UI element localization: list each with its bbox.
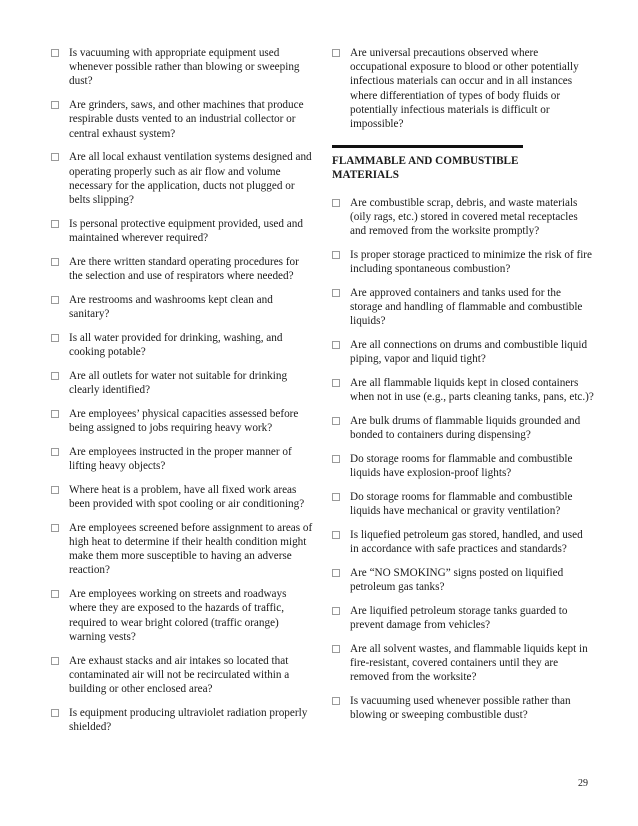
checklist-item-text: Is equipment producing ultraviolet radiation properly shielded? bbox=[69, 706, 308, 734]
checkbox[interactable] bbox=[332, 49, 340, 57]
checklist-item bbox=[51, 483, 313, 511]
checkbox[interactable] bbox=[51, 153, 59, 161]
checklist-item bbox=[332, 196, 594, 239]
checkbox[interactable] bbox=[51, 296, 59, 304]
checklist-item bbox=[332, 286, 594, 329]
checklist-item bbox=[51, 217, 313, 245]
checkbox[interactable] bbox=[51, 524, 59, 532]
checklist-item bbox=[332, 566, 594, 594]
checklist-item-text: Is liquefied petroleum gas stored, handled, and used in accordance with safe practices and standards? bbox=[350, 529, 583, 556]
checklist-item-text: Are all solvent wastes, and flammable liquids kept in fire-resistant, covered containers until they are removed from the worksite? bbox=[350, 643, 588, 684]
section-rule bbox=[332, 145, 523, 148]
checkbox[interactable] bbox=[332, 199, 340, 207]
checkbox[interactable] bbox=[332, 341, 340, 349]
checklist-item-text: Are employees working on streets and roadways where they are exposed to the hazards of traffic, required to wear bright colored (traffic orange) warning vests? bbox=[69, 588, 287, 643]
checklist-item bbox=[332, 694, 594, 722]
checklist-item-text: Are grinders, saws, and other machines that produce respirable dusts vented to an industrial collector or central exhaust system? bbox=[69, 99, 304, 140]
checklist-item-text: Are employees screened before assignment to areas of high heat to determine if their health condition might make them more susceptible to having an adverse reaction? bbox=[69, 521, 313, 577]
checkbox[interactable] bbox=[51, 709, 59, 717]
checkbox[interactable] bbox=[332, 379, 340, 387]
checklist-item-text: Are employees’ physical capacities assessed before being assigned to jobs requiring heavy work? bbox=[69, 407, 299, 435]
checklist-item-text: Is all water provided for drinking, washing, and cooking potable? bbox=[69, 331, 283, 359]
checklist-item-text: Is personal protective equipment provided, used and maintained wherever required? bbox=[69, 217, 303, 245]
checkbox[interactable] bbox=[51, 657, 59, 665]
checkbox[interactable] bbox=[332, 697, 340, 705]
checkbox[interactable] bbox=[332, 417, 340, 425]
checkbox[interactable] bbox=[51, 486, 59, 494]
checklist-item-text: Are all outlets for water not suitable for drinking clearly identified? bbox=[69, 369, 288, 397]
checkbox[interactable] bbox=[332, 531, 340, 539]
checklist-item-text: Are exhaust stacks and air intakes so located that contaminated air will not be recirculated within a building or other enclosed area? bbox=[69, 654, 290, 696]
checklist-item-text: Do storage rooms for flammable and combustible liquids have explosion-proof lights? bbox=[350, 453, 573, 480]
checklist-item bbox=[332, 46, 594, 131]
checkbox[interactable] bbox=[51, 372, 59, 380]
checklist-item bbox=[332, 490, 594, 518]
checklist-item-text: Are universal precautions observed where occupational exposure to blood or other potentially infectious materials can occur and in all instances where differentiation of types of body fluids or potentially infectious materials is difficult or impossible? bbox=[350, 47, 579, 131]
checklist-item-text: Are all local exhaust ventilation systems designed and operating properly such as air flow and volume necessary for the application, ducts not plugged or belts slipping? bbox=[69, 151, 312, 207]
checklist-item bbox=[332, 376, 594, 404]
checklist-item bbox=[51, 407, 313, 435]
checklist-item-text: Are “NO SMOKING” signs posted on liquified petroleum gas tanks? bbox=[350, 567, 564, 594]
checklist-item bbox=[51, 255, 313, 283]
checklist-item-text: Are bulk drums of flammable liquids grounded and bonded to containers during dispensing? bbox=[350, 415, 581, 442]
checklist-item bbox=[332, 414, 594, 442]
checklist-item-text: Are all flammable liquids kept in closed containers when not in use (e.g., parts cleaning tanks, pans, etc.)? bbox=[350, 377, 594, 404]
checklist-item-text: Do storage rooms for flammable and combustible liquids have mechanical or gravity ventilation? bbox=[350, 491, 573, 518]
right-column bbox=[332, 46, 594, 732]
checkbox[interactable] bbox=[51, 49, 59, 57]
checklist-item bbox=[332, 604, 594, 632]
checklist-item bbox=[51, 331, 313, 359]
checklist-item-text: Is vacuuming with appropriate equipment used whenever possible rather than blowing or sweeping dust? bbox=[69, 47, 300, 88]
checklist-item bbox=[332, 248, 594, 276]
checkbox[interactable] bbox=[51, 334, 59, 342]
checkbox[interactable] bbox=[51, 590, 59, 598]
checklist-item bbox=[332, 452, 594, 480]
checklist-item bbox=[332, 528, 594, 556]
checklist-item bbox=[51, 150, 313, 207]
checkbox[interactable] bbox=[332, 569, 340, 577]
checklist-item-text: Are restrooms and washrooms kept clean and sanitary? bbox=[69, 293, 273, 321]
checklist-item bbox=[51, 587, 313, 644]
checklist-item bbox=[332, 338, 594, 366]
checklist-item bbox=[51, 706, 313, 734]
checklist-item-text: Are all connections on drums and combustible liquid piping, vapor and liquid tight? bbox=[350, 339, 588, 366]
section-title: FLAMMABLE AND COMBUSTIBLE MATERIALS bbox=[332, 155, 519, 182]
checklist-item bbox=[51, 293, 313, 321]
checkbox[interactable] bbox=[332, 251, 340, 259]
checklist-item-text: Are employees instructed in the proper manner of lifting heavy objects? bbox=[69, 445, 292, 473]
checklist-item-text: Are there written standard operating procedures for the selection and use of respirators where needed? bbox=[69, 255, 299, 283]
checkbox[interactable] bbox=[51, 410, 59, 418]
checklist-item bbox=[51, 521, 313, 578]
checklist-item-text: Are combustible scrap, debris, and waste materials (oily rags, etc.) stored in covered metal receptacles and removed from the worksite promptly? bbox=[350, 196, 578, 238]
checkbox[interactable] bbox=[51, 101, 59, 109]
checkbox[interactable] bbox=[51, 258, 59, 266]
checklist-item-text: Is vacuuming used whenever possible rather than blowing or sweeping combustible dust? bbox=[350, 695, 571, 722]
checklist-item bbox=[332, 642, 594, 685]
checkbox[interactable] bbox=[332, 493, 340, 501]
checkbox[interactable] bbox=[51, 220, 59, 228]
checkbox[interactable] bbox=[332, 455, 340, 463]
checklist-item-text: Where heat is a problem, have all fixed work areas been provided with spot cooling or air conditioning? bbox=[69, 483, 305, 511]
checklist-item bbox=[51, 445, 313, 473]
left-column bbox=[51, 46, 313, 744]
checklist-item-text: Are approved containers and tanks used for the storage and handling of flammable and combustible liquids? bbox=[350, 286, 583, 328]
checklist-item-text: Are liquified petroleum storage tanks guarded to prevent damage from vehicles? bbox=[350, 605, 568, 632]
checklist-item bbox=[51, 654, 313, 697]
checkbox[interactable] bbox=[51, 448, 59, 456]
checklist-item-text: Is proper storage practiced to minimize the risk of fire including spontaneous combustion? bbox=[350, 248, 592, 276]
page-number: 29 bbox=[578, 778, 588, 789]
checklist-item bbox=[51, 46, 313, 89]
checkbox[interactable] bbox=[332, 607, 340, 615]
checklist-item bbox=[51, 369, 313, 397]
checkbox[interactable] bbox=[332, 645, 340, 653]
checklist-item bbox=[51, 98, 313, 141]
checkbox[interactable] bbox=[332, 289, 340, 297]
